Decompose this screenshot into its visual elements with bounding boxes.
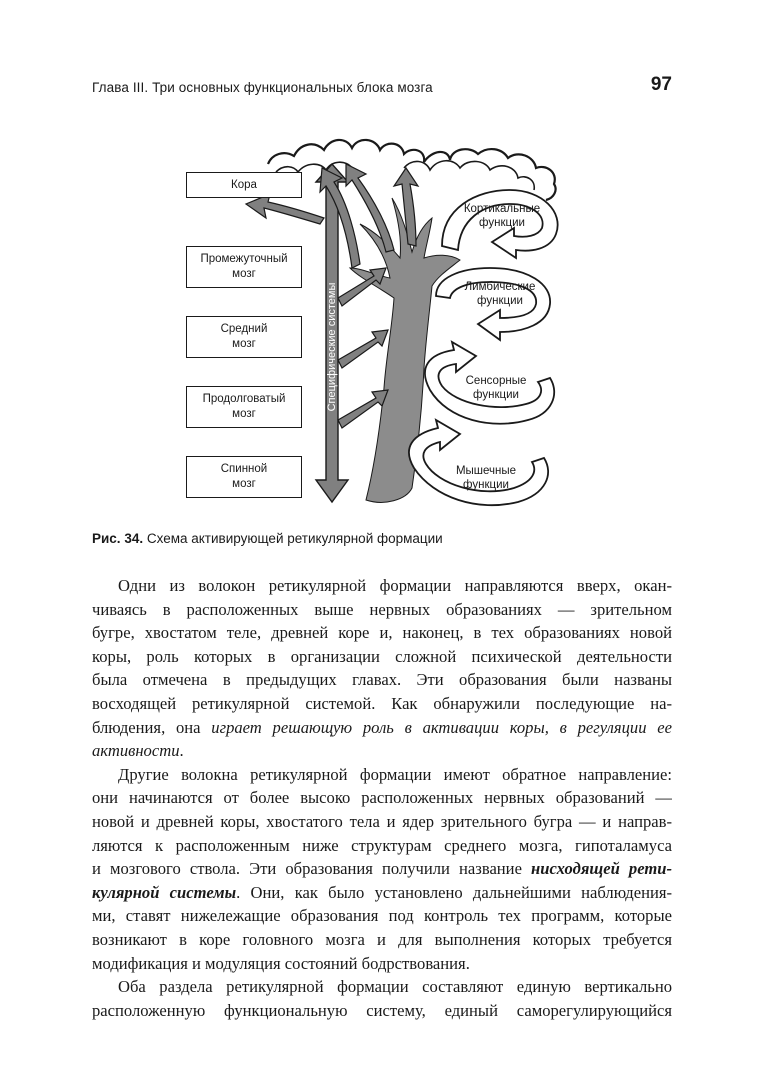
box-spinal-cord-line2: мозг bbox=[232, 478, 256, 490]
box-medulla-line1: Продолговатый bbox=[202, 393, 286, 405]
body-text bbox=[92, 574, 672, 1022]
chapter-title: Глава III. Три основных функциональных блока мозга bbox=[92, 80, 433, 95]
box-diencephalon bbox=[186, 246, 302, 288]
box-midbrain-line2: мозг bbox=[232, 338, 256, 350]
p1-line7-italic: играет решающую роль в активации коры, в регуляции ее bbox=[211, 717, 672, 737]
text-line: бугре, хвостатом теле, древней коре и, наконец, в тех образованиях новой bbox=[92, 623, 672, 643]
p1-line8-italic: активности bbox=[92, 741, 180, 761]
arrow-to-midbrain bbox=[338, 330, 388, 368]
p2-line5-bold: нисходящей рети- bbox=[531, 859, 672, 879]
label-muscular-functions: Мышечные функции bbox=[455, 465, 517, 491]
p2-line6-plain: . Они, как было установлено дальнейшими наблюдения- bbox=[236, 882, 672, 902]
text-line: ляются к расположенным ниже структурам среднего мозга, гипоталамуса bbox=[92, 835, 672, 855]
loop-muscular bbox=[409, 420, 548, 505]
text-line: новой и древней коры, хвостатого тела и ядер зрительного бугра — и направ- bbox=[92, 811, 672, 831]
arrow-to-cortex-box bbox=[246, 194, 324, 224]
text-line: чиваясь в расположенных выше нервных образованиях — зрительном bbox=[92, 599, 672, 619]
running-header bbox=[92, 74, 676, 102]
p1-line8-end: . bbox=[179, 741, 184, 761]
text-line: они начинаются от более высоко расположенных нервных образований — bbox=[92, 788, 672, 808]
p2-line5-plain: и мозгового ствола. Эти образования получили название bbox=[92, 859, 532, 879]
box-cortex bbox=[186, 172, 302, 198]
text-line: восходящей ретикулярной системой. Как обнаружили последующие на- bbox=[92, 693, 672, 713]
box-diencephalon-line1: Промежуточный bbox=[200, 253, 288, 265]
text-line bbox=[92, 739, 672, 763]
text-line: Оба раздела ретикулярной формации составляют единую вертикально bbox=[118, 977, 672, 997]
box-spinal-cord-line1: Спинной bbox=[220, 463, 268, 475]
box-diencephalon-line2: мозг bbox=[232, 268, 256, 280]
p2-line6-bold: кулярной системы bbox=[92, 882, 237, 902]
text-line: была отмечена в предыдущих главах. Эти образования были названы bbox=[92, 670, 672, 690]
box-midbrain bbox=[186, 316, 302, 358]
text-line bbox=[92, 881, 672, 905]
box-midbrain-line1: Средний bbox=[220, 323, 268, 335]
caption-number: Рис. 34. bbox=[92, 531, 144, 546]
box-medulla bbox=[186, 386, 302, 428]
label-cortical-functions: Кортикальные функции bbox=[463, 203, 541, 229]
text-line: Другие волокна ретикулярной формации имеют обратное направление: bbox=[118, 764, 672, 784]
p1-line7-plain: блюдения, она bbox=[92, 717, 212, 737]
label-sensory-functions: Сенсорные функции bbox=[465, 375, 527, 401]
text-line: ми, ставят нижележащие образования под контроль тех программ, которые bbox=[92, 906, 672, 926]
figure-reticular-formation: Кора Промежуточный мозг Средний мозг Продолговатый мозг Спинной мозг Специфические системы Кортикальные функции Лимбические функции Сенсорные функции Мышечные функции bbox=[180, 128, 570, 524]
label-limbic-functions: Лимбические функции bbox=[464, 281, 536, 307]
text-line bbox=[92, 716, 672, 740]
text-line: расположенную функциональную систему, единый саморегулирующийся bbox=[92, 1000, 672, 1020]
text-line: коры, роль которых в организации сложной психической деятельности bbox=[92, 646, 672, 666]
box-cortex-label: Кора bbox=[231, 179, 257, 191]
box-medulla-line2: мозг bbox=[232, 408, 256, 420]
caption-text: Схема активирующей ретикулярной формации bbox=[143, 531, 443, 546]
box-spinal-cord bbox=[186, 456, 302, 498]
figure-caption bbox=[92, 531, 443, 546]
text-line: возникают в коре головного мозга и для выполнения которых требуется bbox=[92, 929, 672, 949]
text-line: Одни из волокон ретикулярной формации направляются вверх, окан- bbox=[118, 576, 672, 595]
page-number: 97 bbox=[650, 74, 672, 95]
text-line: модификация и модуляция состояний бодрствования. bbox=[92, 953, 470, 973]
text-line bbox=[92, 857, 672, 881]
